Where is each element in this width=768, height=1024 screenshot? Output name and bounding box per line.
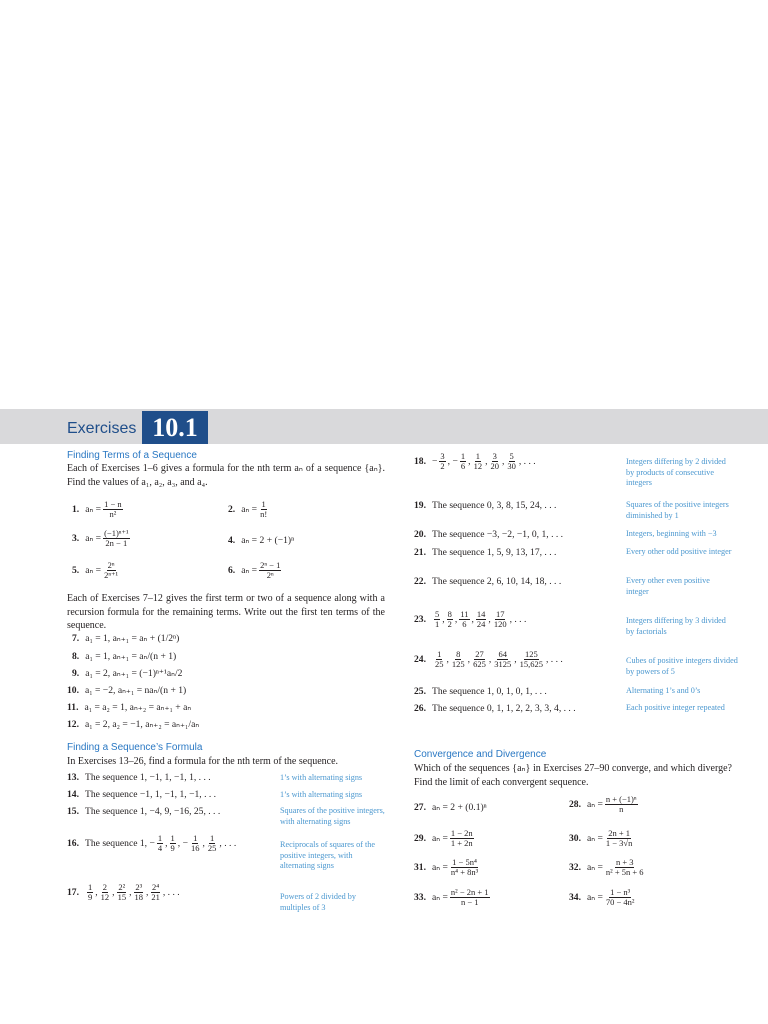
answer-26: Each positive integer repeated — [626, 703, 725, 712]
exercise-10: 10. a₁ = −2, aₙ₊₁ = naₙ/(n + 1) — [67, 685, 187, 696]
exercise-28: 28. aₙ = $\frac{\text{n + (−1)ⁿ}}{n}$ — [569, 794, 637, 814]
exercise-14: 14. The sequence −1, 1, −1, 1, −1, . . . — [67, 789, 217, 800]
exercise-21: 21. The sequence 1, 5, 9, 13, 17, . . . — [414, 547, 557, 558]
intro-finding-formula: In Exercises 13–26, find a formula for the nth term of the sequence. — [67, 756, 339, 767]
heading-finding-terms: Finding Terms of a Sequence — [67, 450, 197, 461]
answer-22: Every other even positive integer — [626, 576, 710, 596]
exercise-33: 33. aₙ = $\frac{\text{n² − 2n + 1}}{n - 1}$ — [414, 887, 489, 907]
exercise-31: 31. aₙ = $\frac{\text{1 − 5n⁴}}{\text{n⁴ + 8n³}}$ — [414, 857, 479, 877]
exercise-12: 12. a₁ = 2, a₂ = −1, aₙ₊₂ = aₙ₊₁/aₙ — [67, 719, 200, 730]
exercise-1: 1. aₙ = $\frac{1 - n}{\text{n²}}$ — [72, 499, 122, 519]
intro-finding-terms: Each of Exercises 1–6 gives a formula for the nth term aₙ of a sequence {aₙ}. Find the values of a₁, a₂, a₃, and a₄. — [67, 463, 385, 488]
exercise-20: 20. The sequence −3, −2, −1, 0, 1, . . . — [414, 529, 564, 540]
exercise-8: 8. a₁ = 1, aₙ₊₁ = aₙ/(n + 1) — [72, 651, 177, 662]
exercise-5: 5. aₙ = $\frac{\text{2ⁿ}}{\text{2ⁿ⁺¹}}$ — [72, 560, 119, 580]
exercise-13: 13. The sequence 1, −1, 1, −1, 1, . . . — [67, 772, 211, 783]
exercise-34: 34. aₙ = $\frac{\text{1 − n³}}{\text{70 − 4n²}}$ — [569, 887, 635, 907]
exercise-25: 25. The sequence 1, 0, 1, 0, 1, . . . — [414, 686, 547, 697]
answer-19: Squares of the positive integers diminished by 1 — [626, 500, 729, 520]
intro-recursion: Each of Exercises 7–12 gives the first term or two of a sequence along with a recursion formula for the remaining terms. Write out the first ten terms of the sequence. — [67, 593, 385, 631]
exercise-7: 7. a₁ = 1, aₙ₊₁ = aₙ + (1/2ⁿ) — [72, 633, 180, 644]
exercise-24: 24. $\frac{1}{25}$ , $\frac{8}{125}$ , $\frac{27}{625}$ , $\frac{64}{3125}$ , $\frac{125}{15,625}$ , . . . — [414, 649, 563, 669]
answer-17: Powers of 2 divided by multiples of 3 — [280, 892, 356, 912]
exercise-9: 9. a₁ = 2, aₙ₊₁ = (−1)ⁿ⁺¹aₙ/2 — [72, 668, 183, 679]
exercise-30: 30. aₙ = $\frac{2n + 1}{1 - 3√n}$ — [569, 828, 633, 848]
exercise-17: 17. $\frac{1}{9}$ , $\frac{2}{12}$ , $\frac{\text{2²}}{15}$ , $\frac{\text{2³}}{18}$ , $\frac{\text{2⁴}}{21}$ , . . . — [67, 882, 180, 902]
answer-13: 1’s with alternating signs — [280, 773, 363, 782]
exercise-4: 4. aₙ = 2 + (−1)ⁿ — [228, 535, 295, 546]
intro-convergence: Which of the sequences {aₙ} in Exercises 27–90 converge, and which diverge? Find the limit of each convergent sequence. — [414, 763, 732, 788]
answer-18: Integers differing by 2 divided by products of consecutive integers — [626, 457, 726, 487]
exercise-32: 32. aₙ = $\frac{n + 3}{\text{n² + 5n + 6}}$ — [569, 857, 644, 877]
exercise-6: 6. aₙ = $\frac{\text{2ⁿ − 1}}{\text{2ⁿ}}$ — [228, 560, 281, 580]
answer-16: Reciprocals of squares of the positive integers, with alternating signs — [280, 840, 376, 870]
section-number-badge: 10.1 — [142, 411, 208, 444]
exercise-29: 29. aₙ = $\frac{1 - 2n}{1 + 2n}$ — [414, 828, 473, 848]
exercise-22: 22. The sequence 2, 6, 10, 14, 18, . . . — [414, 576, 562, 587]
exercises-heading: Exercises — [67, 420, 137, 437]
exercise-18: 18. − $\frac{3}{2}$ , − $\frac{1}{6}$ , $\frac{1}{12}$ , $\frac{3}{20}$ , $\frac{5}{30}$ , . . . — [414, 451, 536, 471]
answer-21: Every other odd positive integer — [626, 547, 732, 556]
exercise-19: 19. The sequence 0, 3, 8, 15, 24, . . . — [414, 500, 557, 511]
exercise-3: 3. aₙ = $\frac{\text{(−1)ⁿ⁺¹}}{2n - 1}$ — [72, 528, 129, 548]
answer-25: Alternating 1’s and 0’s — [626, 686, 701, 695]
exercise-27: 27. aₙ = 2 + (0.1)ⁿ — [414, 802, 487, 813]
exercise-23: 23. $\frac{5}{1}$ , $\frac{8}{2}$ , $\frac{11}{6}$ , $\frac{14}{24}$ , $\frac{17}{120}$ , . . . — [414, 609, 527, 629]
heading-convergence: Convergence and Divergence — [414, 749, 547, 760]
exercise-11: 11. a₁ = a₂ = 1, aₙ₊₂ = aₙ₊₁ + aₙ — [67, 702, 192, 713]
heading-finding-formula: Finding a Sequence’s Formula — [67, 742, 203, 753]
answer-15: Squares of the positive integers, with alternating signs — [280, 806, 385, 826]
exercise-15: 15. The sequence 1, −4, 9, −16, 25, . . . — [67, 806, 221, 817]
exercise-2: 2. aₙ = $\frac{1}{n!}$ — [228, 499, 268, 519]
answer-24: Cubes of positive integers divided by powers of 5 — [626, 656, 738, 676]
exercise-26: 26. The sequence 0, 1, 1, 2, 2, 3, 3, 4, . . . — [414, 703, 576, 714]
answer-14: 1’s with alternating signs — [280, 790, 363, 799]
exercise-16: 16. The sequence 1, − $\frac{1}{4}$ , $\frac{1}{9}$ , − $\frac{1}{16}$ , $\frac{1}{25}$ , . . . — [67, 833, 237, 853]
answer-23: Integers differing by 3 divided by factorials — [626, 616, 726, 636]
answer-20: Integers, beginning with −3 — [626, 529, 717, 538]
